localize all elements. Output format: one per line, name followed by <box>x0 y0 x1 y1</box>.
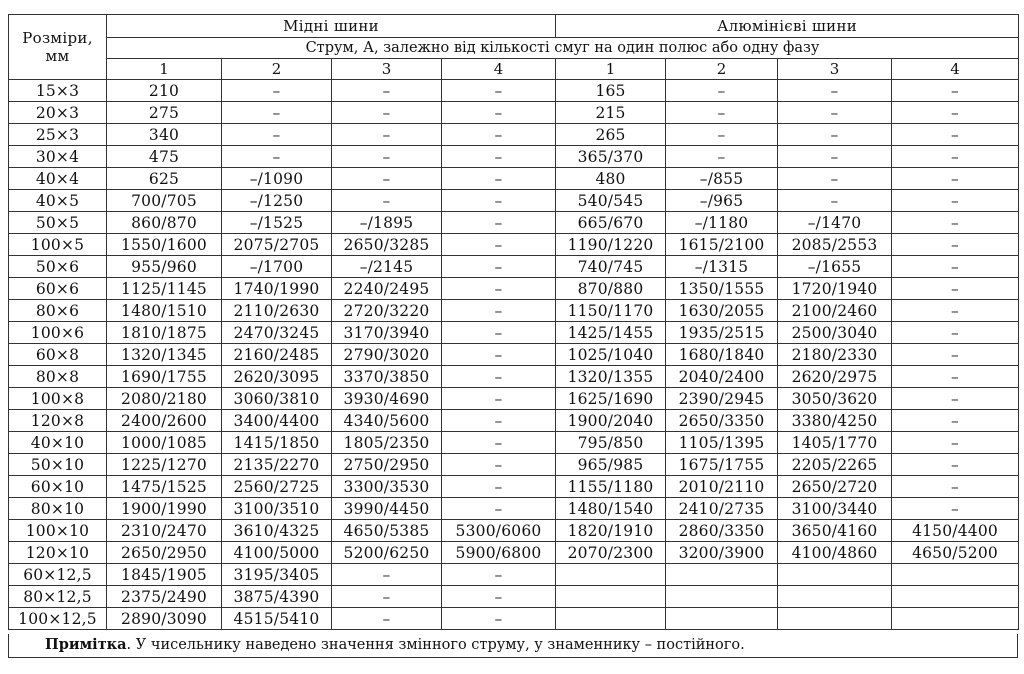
current-cell: 3170/3940 <box>332 322 442 344</box>
current-cell <box>892 586 1019 608</box>
current-cell: 4100/5000 <box>222 542 332 564</box>
size-cell: 120×8 <box>9 410 107 432</box>
current-cell: –/1470 <box>778 212 892 234</box>
current-cell: 1475/1525 <box>107 476 222 498</box>
current-cell: 4515/5410 <box>222 608 332 630</box>
current-cell: – <box>892 454 1019 476</box>
current-cell: – <box>332 80 442 102</box>
current-cell <box>778 586 892 608</box>
current-cell: – <box>442 102 556 124</box>
current-cell: 1900/2040 <box>556 410 666 432</box>
current-cell <box>556 586 666 608</box>
table-row <box>9 520 1019 542</box>
current-cell: – <box>332 190 442 212</box>
current-cell: 4150/4400 <box>892 520 1019 542</box>
current-cell: – <box>332 168 442 190</box>
strip-count-header: 4 <box>442 59 556 80</box>
current-cell: 210 <box>107 80 222 102</box>
current-cell <box>892 564 1019 586</box>
strip-count-header: 3 <box>332 59 442 80</box>
table-row <box>9 498 1019 520</box>
size-header-line-1: Розміри, <box>22 29 93 47</box>
current-cell: 3050/3620 <box>778 388 892 410</box>
current-cell <box>778 564 892 586</box>
table-row <box>9 168 1019 190</box>
current-cell <box>892 608 1019 630</box>
current-cell: – <box>892 256 1019 278</box>
current-cell: 2075/2705 <box>222 234 332 256</box>
current-cell: –/2145 <box>332 256 442 278</box>
table-row <box>9 388 1019 410</box>
current-cell: 2650/2950 <box>107 542 222 564</box>
current-cell: – <box>442 476 556 498</box>
current-cell: – <box>892 476 1019 498</box>
current-cell: 1615/2100 <box>666 234 778 256</box>
current-cell: 3990/4450 <box>332 498 442 520</box>
current-cell: 165 <box>556 80 666 102</box>
current-cell: – <box>222 146 332 168</box>
table-row <box>9 300 1019 322</box>
current-cell: 665/670 <box>556 212 666 234</box>
current-cell: – <box>442 454 556 476</box>
size-cell: 80×8 <box>9 366 107 388</box>
current-cell: 1000/1085 <box>107 432 222 454</box>
current-cell <box>666 608 778 630</box>
current-cell: – <box>442 168 556 190</box>
current-cell: 700/705 <box>107 190 222 212</box>
current-cell: 1740/1990 <box>222 278 332 300</box>
current-cell: – <box>442 586 556 608</box>
current-cell: – <box>442 146 556 168</box>
current-cell: 2375/2490 <box>107 586 222 608</box>
size-cell: 60×12,5 <box>9 564 107 586</box>
current-cell: 2720/3220 <box>332 300 442 322</box>
current-cell: 1550/1600 <box>107 234 222 256</box>
size-cell: 100×10 <box>9 520 107 542</box>
current-cell: 2205/2265 <box>778 454 892 476</box>
current-cell: 1810/1875 <box>107 322 222 344</box>
current-cell <box>556 564 666 586</box>
current-cell <box>666 564 778 586</box>
current-cell: 1820/1910 <box>556 520 666 542</box>
current-cell: 870/880 <box>556 278 666 300</box>
current-cell: 3610/4325 <box>222 520 332 542</box>
current-cell: –/1655 <box>778 256 892 278</box>
current-cell: –/1895 <box>332 212 442 234</box>
current-cell: – <box>892 124 1019 146</box>
current-cell: 3200/3900 <box>666 542 778 564</box>
table-row <box>9 454 1019 476</box>
current-cell: – <box>442 564 556 586</box>
current-cell: 365/370 <box>556 146 666 168</box>
current-cell: – <box>332 146 442 168</box>
footnote-text: . У чисельнику наведено значення змінного струму, у знаменнику – постійного. <box>126 637 745 653</box>
current-cell: – <box>778 80 892 102</box>
current-cell: 2560/2725 <box>222 476 332 498</box>
current-cell: 1350/1555 <box>666 278 778 300</box>
size-cell: 50×10 <box>9 454 107 476</box>
current-cell: – <box>442 322 556 344</box>
current-cell: – <box>778 102 892 124</box>
current-cell: 3930/4690 <box>332 388 442 410</box>
table-row <box>9 476 1019 498</box>
current-header: Струм, А, залежно від кількості смуг на один полюс або одну фазу <box>107 38 1019 59</box>
current-cell: 4650/5385 <box>332 520 442 542</box>
table-row <box>9 410 1019 432</box>
current-cell: – <box>892 498 1019 520</box>
current-cell: 625 <box>107 168 222 190</box>
current-cell: 2500/3040 <box>778 322 892 344</box>
current-cell: 2310/2470 <box>107 520 222 542</box>
current-cell: – <box>332 102 442 124</box>
current-cell: 4650/5200 <box>892 542 1019 564</box>
current-cell: 2100/2460 <box>778 300 892 322</box>
current-cell: 215 <box>556 102 666 124</box>
table-row <box>9 608 1019 630</box>
current-cell: 1680/1840 <box>666 344 778 366</box>
size-cell: 120×10 <box>9 542 107 564</box>
current-cell: 2620/2975 <box>778 366 892 388</box>
current-cell: 2470/3245 <box>222 322 332 344</box>
current-cell: – <box>332 124 442 146</box>
table-row <box>9 366 1019 388</box>
current-cell: 2860/3350 <box>666 520 778 542</box>
size-cell: 100×12,5 <box>9 608 107 630</box>
current-cell: 265 <box>556 124 666 146</box>
current-cell: 3875/4390 <box>222 586 332 608</box>
current-cell: – <box>666 80 778 102</box>
table-row <box>9 322 1019 344</box>
current-cell: – <box>892 278 1019 300</box>
current-cell: 2085/2553 <box>778 234 892 256</box>
current-cell: 2650/3285 <box>332 234 442 256</box>
current-cell: – <box>442 278 556 300</box>
current-cell: –/1700 <box>222 256 332 278</box>
current-cell: 965/985 <box>556 454 666 476</box>
table-row <box>9 212 1019 234</box>
current-cell: 5300/6060 <box>442 520 556 542</box>
current-cell: 3370/3850 <box>332 366 442 388</box>
current-cell: 955/960 <box>107 256 222 278</box>
current-cell: –/855 <box>666 168 778 190</box>
current-cell: – <box>892 146 1019 168</box>
current-cell: 795/850 <box>556 432 666 454</box>
aluminum-header: Алюмінієві шини <box>556 15 1019 38</box>
current-cell: 1225/1270 <box>107 454 222 476</box>
current-cell: 1845/1905 <box>107 564 222 586</box>
current-cell: – <box>442 344 556 366</box>
current-cell: 4100/4860 <box>778 542 892 564</box>
size-cell: 40×5 <box>9 190 107 212</box>
current-cell: 1480/1510 <box>107 300 222 322</box>
table-body <box>9 80 1019 630</box>
current-cell: 1125/1145 <box>107 278 222 300</box>
current-cell: 2135/2270 <box>222 454 332 476</box>
current-cell: 3100/3510 <box>222 498 332 520</box>
footnote-label: Примітка <box>45 636 127 653</box>
current-cell: 1025/1040 <box>556 344 666 366</box>
current-cell: – <box>666 102 778 124</box>
current-cell: 1105/1395 <box>666 432 778 454</box>
strip-count-header: 3 <box>778 59 892 80</box>
table-row <box>9 542 1019 564</box>
size-cell: 80×6 <box>9 300 107 322</box>
size-cell: 80×12,5 <box>9 586 107 608</box>
current-cell: 1425/1455 <box>556 322 666 344</box>
current-cell: 2790/3020 <box>332 344 442 366</box>
current-cell: – <box>892 388 1019 410</box>
current-cell: 2010/2110 <box>666 476 778 498</box>
current-cell: 1690/1755 <box>107 366 222 388</box>
current-cell: – <box>892 168 1019 190</box>
current-cell: 1150/1170 <box>556 300 666 322</box>
current-cell: – <box>892 366 1019 388</box>
current-cell: – <box>442 124 556 146</box>
current-cell: – <box>892 322 1019 344</box>
current-cell: 275 <box>107 102 222 124</box>
current-cell: – <box>222 80 332 102</box>
current-cell: – <box>892 234 1019 256</box>
current-cell: – <box>892 212 1019 234</box>
strip-count-header: 1 <box>107 59 222 80</box>
size-cell: 50×6 <box>9 256 107 278</box>
strip-count-row <box>9 59 1019 80</box>
current-cell: 4340/5600 <box>332 410 442 432</box>
current-cell: –/1525 <box>222 212 332 234</box>
size-cell: 30×4 <box>9 146 107 168</box>
current-cell: – <box>442 366 556 388</box>
current-cell <box>778 608 892 630</box>
table-row <box>9 278 1019 300</box>
size-cell: 40×10 <box>9 432 107 454</box>
size-cell: 60×10 <box>9 476 107 498</box>
copper-header: Мідні шини <box>107 15 556 38</box>
size-cell: 15×3 <box>9 80 107 102</box>
current-cell: 2400/2600 <box>107 410 222 432</box>
size-cell: 50×5 <box>9 212 107 234</box>
current-cell: 480 <box>556 168 666 190</box>
strip-count-header: 4 <box>892 59 1019 80</box>
current-cell: – <box>442 498 556 520</box>
strip-count-header: 2 <box>222 59 332 80</box>
current-cell: 3100/3440 <box>778 498 892 520</box>
table-row <box>9 586 1019 608</box>
current-cell: 2650/2720 <box>778 476 892 498</box>
current-cell: – <box>442 234 556 256</box>
current-cell: – <box>442 300 556 322</box>
current-cell: 2040/2400 <box>666 366 778 388</box>
table-row <box>9 256 1019 278</box>
current-cell: 3060/3810 <box>222 388 332 410</box>
current-cell: 540/545 <box>556 190 666 212</box>
current-cell: – <box>222 124 332 146</box>
current-cell: 1190/1220 <box>556 234 666 256</box>
size-column-header <box>9 15 107 80</box>
busbar-current-table <box>8 14 1019 630</box>
table-row <box>9 432 1019 454</box>
current-cell: 1720/1940 <box>778 278 892 300</box>
current-cell: – <box>778 168 892 190</box>
current-cell: – <box>442 410 556 432</box>
current-cell: – <box>892 344 1019 366</box>
strip-count-header: 1 <box>556 59 666 80</box>
current-cell: 2110/2630 <box>222 300 332 322</box>
current-cell: 1480/1540 <box>556 498 666 520</box>
current-cell: 2240/2495 <box>332 278 442 300</box>
current-cell: – <box>332 564 442 586</box>
current-cell: – <box>222 102 332 124</box>
current-cell: 1935/2515 <box>666 322 778 344</box>
current-cell: – <box>778 190 892 212</box>
size-cell: 100×6 <box>9 322 107 344</box>
current-cell <box>666 586 778 608</box>
current-cell: – <box>778 146 892 168</box>
current-cell: 475 <box>107 146 222 168</box>
current-cell: 2160/2485 <box>222 344 332 366</box>
current-cell: 1320/1355 <box>556 366 666 388</box>
current-cell: – <box>892 300 1019 322</box>
current-cell: 740/745 <box>556 256 666 278</box>
size-cell: 80×10 <box>9 498 107 520</box>
current-cell <box>556 608 666 630</box>
current-cell: – <box>442 212 556 234</box>
current-cell: 2750/2950 <box>332 454 442 476</box>
current-cell: – <box>442 80 556 102</box>
current-cell: –/1180 <box>666 212 778 234</box>
current-cell: –/1315 <box>666 256 778 278</box>
current-cell: – <box>778 124 892 146</box>
current-cell: 3380/4250 <box>778 410 892 432</box>
current-cell: 5200/6250 <box>332 542 442 564</box>
current-cell: – <box>442 608 556 630</box>
current-cell: 2390/2945 <box>666 388 778 410</box>
current-cell: 1900/1990 <box>107 498 222 520</box>
table-row <box>9 102 1019 124</box>
current-cell: – <box>892 102 1019 124</box>
current-cell: 3650/4160 <box>778 520 892 542</box>
footnote <box>8 634 1018 658</box>
table-row <box>9 344 1019 366</box>
current-cell: – <box>892 432 1019 454</box>
current-cell: 1320/1345 <box>107 344 222 366</box>
current-cell: – <box>892 80 1019 102</box>
current-cell: 1630/2055 <box>666 300 778 322</box>
current-cell: 3195/3405 <box>222 564 332 586</box>
table-row <box>9 80 1019 102</box>
size-cell: 60×6 <box>9 278 107 300</box>
size-header-line-2: мм <box>45 47 70 65</box>
table-row <box>9 564 1019 586</box>
current-cell: – <box>332 608 442 630</box>
strip-count-header: 2 <box>666 59 778 80</box>
current-cell: 1625/1690 <box>556 388 666 410</box>
current-cell: 3400/4400 <box>222 410 332 432</box>
current-cell: 1405/1770 <box>778 432 892 454</box>
current-cell: – <box>442 432 556 454</box>
size-cell: 60×8 <box>9 344 107 366</box>
current-cell: – <box>442 190 556 212</box>
current-cell: – <box>442 388 556 410</box>
table-row <box>9 190 1019 212</box>
current-cell: 2180/2330 <box>778 344 892 366</box>
size-cell: 40×4 <box>9 168 107 190</box>
current-cell: – <box>892 190 1019 212</box>
current-cell: – <box>442 256 556 278</box>
size-cell: 20×3 <box>9 102 107 124</box>
current-cell: 1155/1180 <box>556 476 666 498</box>
current-cell: –/1250 <box>222 190 332 212</box>
current-cell: 2620/3095 <box>222 366 332 388</box>
table-row <box>9 234 1019 256</box>
current-cell: – <box>892 410 1019 432</box>
current-cell: 860/870 <box>107 212 222 234</box>
current-cell: – <box>666 124 778 146</box>
size-cell: 100×8 <box>9 388 107 410</box>
table-row <box>9 124 1019 146</box>
current-cell: – <box>666 146 778 168</box>
current-cell: 3300/3530 <box>332 476 442 498</box>
size-cell: 100×5 <box>9 234 107 256</box>
current-cell: 5900/6800 <box>442 542 556 564</box>
current-cell: 2890/3090 <box>107 608 222 630</box>
size-cell: 25×3 <box>9 124 107 146</box>
current-cell: 1415/1850 <box>222 432 332 454</box>
current-cell: –/1090 <box>222 168 332 190</box>
current-cell: 2080/2180 <box>107 388 222 410</box>
current-cell: – <box>332 586 442 608</box>
current-cell: 1805/2350 <box>332 432 442 454</box>
current-cell: 2650/3350 <box>666 410 778 432</box>
table-row <box>9 146 1019 168</box>
current-cell: –/965 <box>666 190 778 212</box>
current-cell: 340 <box>107 124 222 146</box>
current-cell: 2410/2735 <box>666 498 778 520</box>
current-cell: 1675/1755 <box>666 454 778 476</box>
current-cell: 2070/2300 <box>556 542 666 564</box>
